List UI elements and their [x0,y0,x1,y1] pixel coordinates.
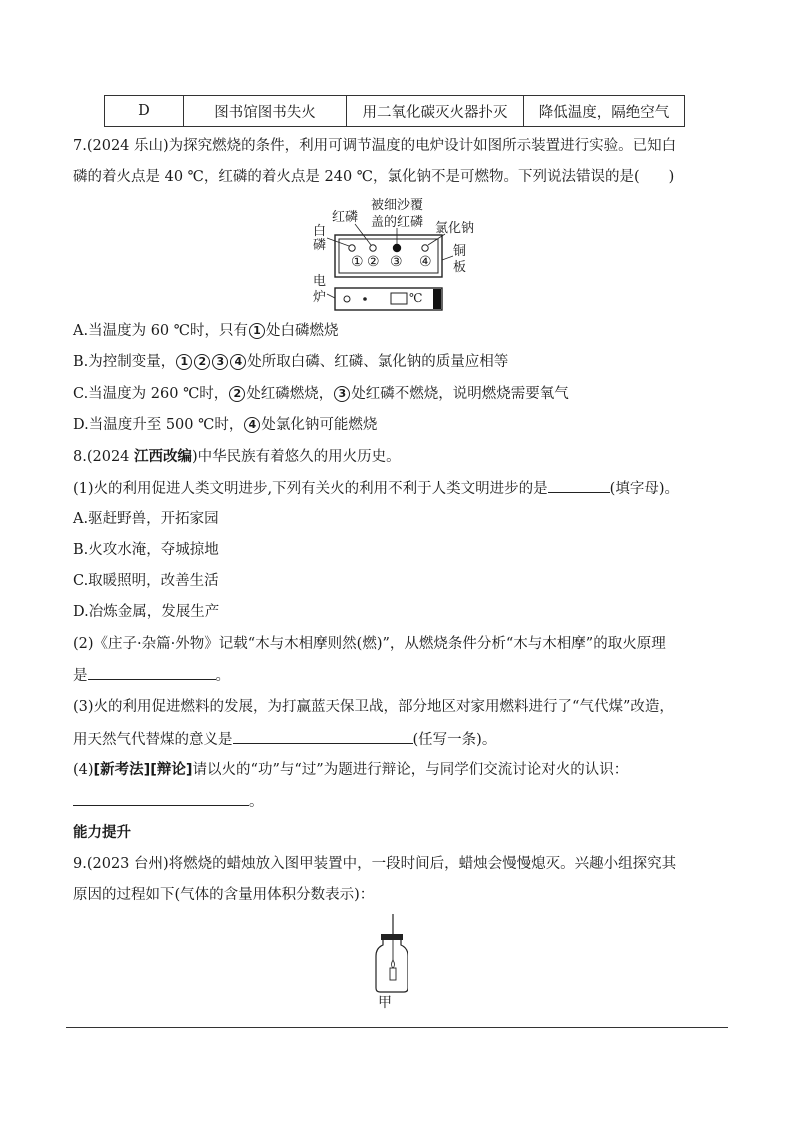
circled-4-icon: 4 [230,354,246,370]
answer-table [104,95,685,127]
q8-part4-line2 [73,791,264,812]
q8-part4-line1 [73,760,628,780]
circled-3-icon: 3 [334,386,350,402]
q8-head-post: )中华民族有着悠久的用火历史。 [192,449,401,465]
q8-part1 [73,478,679,499]
fig-num-3: ③ [390,254,403,270]
q9-stem-line1: 9.(2023 台州)将燃烧的蜡烛放入图甲装置中，一段时间后，蜡烛会慢慢熄灭。兴趣小组探究其 [73,856,677,872]
q7-option-d-text: D.当温度升至 500 ℃时， [73,417,244,433]
fig-label-jia: 甲 [378,995,392,1011]
q7-option-c-text-mid: 处红磷燃烧， [246,386,334,402]
q8-option-c[interactable]: C.取暖照明，改善生活 [73,573,219,589]
footer-divider [66,1027,728,1028]
q8-part4-pre: (4) [73,762,94,778]
q8-part3-line2 [73,729,496,750]
q7-stem-line2: 磷的着火点是 40 ℃，红磷的着火点是 240 ℃，氯化钠不是可燃物。下列说法错误的是( ) [73,169,675,185]
q8-option-a[interactable]: A.驱赶野兽，开拓家园 [73,511,219,527]
fig-num-4: ④ [419,254,432,270]
q8-part2-line2 [73,665,230,686]
fig-label-red-p: 红磷 [332,210,359,225]
fig-label-white-p: 白磷 [313,224,327,253]
q8-part2-pre: 是 [73,668,88,684]
table-cell: D [105,96,184,127]
table-cell: 图书馆图书失火 [184,96,347,127]
fig-label-nacl: 氯化钠 [435,221,475,236]
q8-stem [73,447,401,467]
fig-unit-celsius: ℃ [409,291,423,305]
q7-option-d-text-end: 处氯化钠可能燃烧 [261,417,378,433]
circled-2-icon: 2 [194,354,210,370]
q7-option-b[interactable] [73,352,508,372]
q8-option-b[interactable]: B.火攻水淹，夺城掠地 [73,542,219,558]
q7-option-d[interactable] [73,415,377,435]
answer-blank[interactable] [73,791,249,806]
q8-option-d[interactable]: D.冶炼金属，发展生产 [73,604,220,620]
q7-option-a[interactable] [73,321,338,341]
q7-option-b-text: B.为控制变量， [73,354,176,370]
candle-jar-diagram [368,912,408,994]
q7-option-c[interactable] [73,384,569,404]
fig-label-copper: 铜板 [453,244,467,275]
circled-2-icon: 2 [229,386,245,402]
q8-head-pre: 8.(2024 [73,449,135,465]
answer-blank[interactable] [548,478,610,493]
q8-part3-end: (任写一条)。 [412,732,497,748]
q7-figure [305,190,505,320]
fig-label-covered-1: 被细沙覆 [371,198,424,213]
section-title: 能力提升 [73,825,131,841]
circled-1-icon: 1 [249,323,265,339]
fig-num-2: ② [367,254,380,270]
q8-part1-text: (1)火的利用促进人类文明进步,下列有关火的利用不利于人类文明进步的是 [73,481,548,497]
q8-part3-line1: (3)火的利用促进燃料的发展，为打赢蓝天保卫战，部分地区对家用燃料进行了“气代煤”改造， [73,699,674,715]
q7-stem-line1: 7.(2024 乐山)为探究燃烧的条件，利用可调节温度的电炉设计如图所示装置进行实验。已知白 [73,138,677,154]
q8-head-source: 江西改编 [134,449,193,465]
table-cell: 降低温度，隔绝空气 [524,96,685,127]
q7-option-a-text-end: 处白磷燃烧 [265,323,339,339]
q8-part2-end: 。 [215,668,230,684]
furnace-diagram [305,190,505,320]
answer-blank[interactable] [88,665,216,680]
q8-part4-text: 请以火的“功”与“过”为题进行辩论，与同学们交流讨论对火的认识： [192,762,629,778]
table-cell: 用二氧化碳灭火器扑灭 [347,96,524,127]
q8-part3-pre: 用天然气代替煤的意义是 [73,732,233,748]
table-row [105,96,685,127]
fig-label-covered-2: 盖的红磷 [371,215,424,230]
q8-part2-line1: (2)《庄子·杂篇·外物》记载“木与木相摩则然(燃)”，从燃烧条件分析“木与木相摩”的取火原理 [73,636,666,652]
circled-4-icon: 4 [244,417,260,433]
q9-figure [368,912,408,1012]
circled-1-icon: 1 [176,354,192,370]
q8-part4-tags: [新考法][辩论] [93,762,193,778]
fig-label-furnace: 电炉 [313,274,327,305]
answer-blank[interactable] [233,729,413,744]
q7-option-a-text: A.当温度为 60 ℃时，只有 [73,323,248,339]
q9-stem-line2: 原因的过程如下(气体的含量用体积分数表示)： [73,887,375,903]
q7-option-c-text-end: 处红磷不燃烧，说明燃烧需要氧气 [351,386,569,402]
fig-num-1: ① [351,254,364,270]
circled-3-icon: 3 [212,354,228,370]
q8-part4-end: 。 [249,794,264,810]
q8-part1-end: (填字母)。 [609,481,679,497]
q7-option-c-text: C.当温度为 260 ℃时， [73,386,229,402]
q7-option-b-text-end: 处所取白磷、红磷、氯化钠的质量应相等 [247,354,509,370]
